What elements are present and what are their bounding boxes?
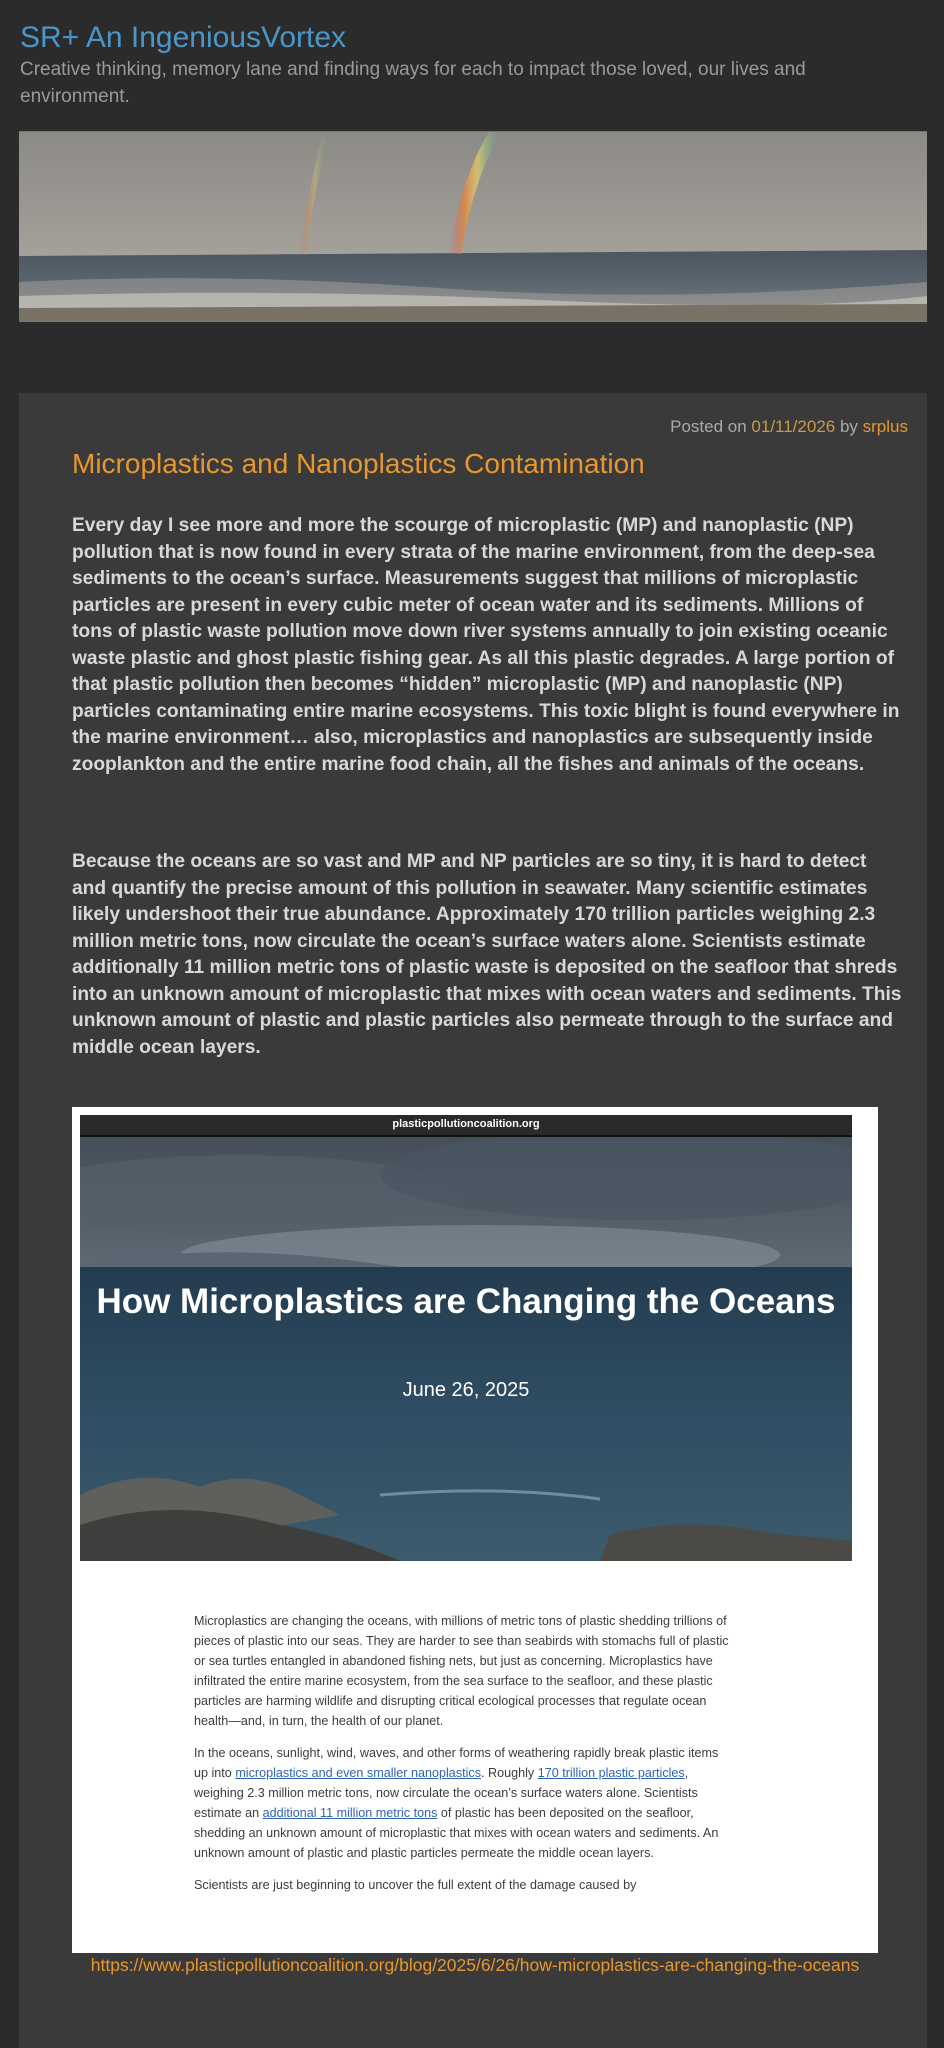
article-paragraph-3: Scientists are just beginning to uncover the full extent of the damage caused by bbox=[194, 1878, 637, 1892]
article-hero-image bbox=[80, 1115, 852, 1561]
posted-on-label: Posted on bbox=[670, 417, 752, 436]
header-banner-image bbox=[19, 131, 927, 322]
post-paragraph-1: Every day I see more and more the scourge of microplastic (MP) and nanoplastic (NP) pollution that is now found in every strata of the marine environment, from the deep-sea sediments to the ocean’s surface. Measurements suggest that millions of microplastic particles are present in every cubic meter of ocean water and its sediments. Millions of tons of plastic waste pollution move down river systems annually to join existing oceanic waste plastic and ghost plastic fishing gear. As all this plastic degrades. A large portion of that plastic pollution then becomes “hidden” microplastic (MP) and nanoplastic (NP) particles contaminating entire marine ecosystems. This toxic blight is found everywhere in the marine environment… also, microplastics and nanoplastics are subsequently inside zooplankton and the entire marine food chain, all the fishes and animals of the oceans. bbox=[72, 515, 900, 775]
article-paragraph-1: Microplastics are changing the oceans, with millions of metric tons of plastic shedding trillions of pieces of plastic into our seas. They are harder to see than seabirds with stomachs full of plastic or sea turtles entangled in abandoned fishing nets, but just as concerning. Microplastics have infiltrated the entire marine ecosystem, from the sea surface to the seafloor, and these plastic particles are harming wildlife and disrupting critical ecological processes that regulate ocean health—and, in turn, the health of our planet. bbox=[194, 1614, 729, 1728]
article-hero-date: June 26, 2025 bbox=[402, 1379, 530, 1401]
article-text: . Roughly bbox=[481, 1766, 538, 1780]
article-text: , weighing 2.3 million metric tons, now circulate the ocean’s surface waters alone. Scientists estimate an bbox=[194, 1766, 698, 1820]
microplastics-link[interactable]: microplastics and even smaller nanoplastics bbox=[235, 1766, 482, 1780]
source-url-link[interactable]: https://www.plasticpollutioncoalition.org/blog/2025/6/26/how-microplastics-are-changing-the-oceans bbox=[90, 1955, 860, 1975]
article-hero-title: How Microplastics are Changing the Oceans bbox=[96, 1282, 836, 1321]
article-text: In the oceans, sunlight, wind, waves, and other forms of weathering rapidly break plastic items up into bbox=[194, 1746, 719, 1780]
post-paragraph-2: Because the oceans are so vast and MP and NP particles are so tiny, it is hard to detect and quantify the precise amount of this pollution in seawater. Many scientific estimates likely undershoot their true abundance. Approximately 170 trillion particles weighing 2.3 million metric tons, now circulate the ocean’s surface waters alone. Scientists estimate additionally 11 million metric tons of plastic waste is deposited on the seafloor that shreds into an unknown amount of microplastic that mixes with ocean waters and sediments. This unknown amount of plastic and plastic particles also permeate through to the surface and middle ocean layers. bbox=[72, 851, 902, 1058]
post-meta bbox=[670, 417, 908, 437]
post-date-link[interactable]: 01/11/2026 bbox=[751, 417, 836, 436]
trillion-particles-link[interactable]: 170 trillion plastic particles bbox=[537, 1766, 685, 1780]
site-tagline: Creative thinking, memory lane and finding ways for each to impact those loved, our lives and environment. bbox=[20, 59, 806, 107]
post-author-link[interactable]: srplus bbox=[862, 417, 908, 436]
article-paragraph-2 bbox=[194, 1743, 734, 1863]
article-text: of plastic has been deposited on the seafloor, shedding an unknown amount of microplastic that mixes with ocean waters and sediments. An unknown amount of plastic and plastic particles permeate the middle ocean layers. bbox=[194, 1806, 719, 1860]
article-domain-bar: plasticpollutioncoalition.org bbox=[80, 1115, 852, 1137]
blog-post bbox=[19, 393, 927, 2048]
additional-tons-link[interactable]: additional 11 million metric tons bbox=[262, 1806, 438, 1820]
site-title-link[interactable]: SR+ An IngeniousVortex bbox=[20, 21, 347, 54]
post-title[interactable]: Microplastics and Nanoplastics Contamination bbox=[72, 448, 645, 479]
embedded-article-screenshot bbox=[72, 1107, 878, 1953]
article-body bbox=[194, 1611, 734, 1907]
by-label: by bbox=[835, 417, 863, 436]
